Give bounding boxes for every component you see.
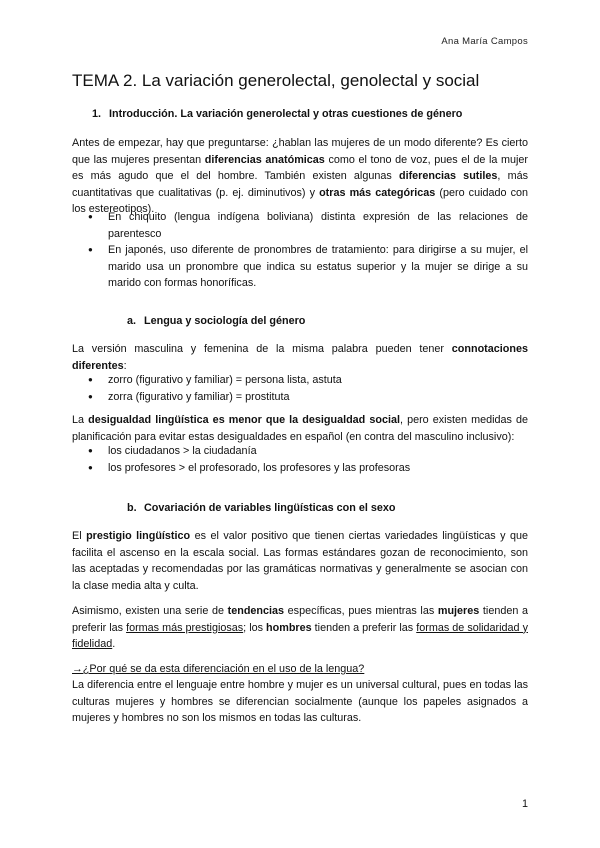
b2-bold-3: hombres (266, 621, 312, 634)
b2-underline-2: formas de solidaridad y fidelidad (72, 621, 528, 651)
section-b-paragraph-2 (72, 603, 528, 653)
section-a-number: a. (127, 315, 137, 327)
section-a-heading (127, 315, 305, 327)
section-b-question: →¿Por qué se da esta diferenciación en el uso de la lengua? (72, 663, 365, 675)
section-1-number: 1. (92, 108, 102, 120)
page-title: TEMA 2. La variación generolectal, genolectal y social (72, 71, 480, 90)
b2-bold-1: tendencias (227, 605, 285, 617)
list-item: ● los ciudadanos > la ciudadanía (72, 443, 528, 460)
b1-text-2: es el valor positivo que tienen ciertas variedades lingüísticas y que facilita el ascenso en la escala social. Las formas estándares gozan de reconocimiento, son las aceptadas y recomendadas por las gramáticas normativas y generalmente se asocian con la clase media alta y culta. (72, 530, 528, 592)
b1-text-1: El (72, 530, 87, 542)
b2-text-5: tienden a preferir las (311, 621, 417, 634)
a-text-2: : (123, 359, 127, 372)
b2-text-2: específicas, pues mientras las (284, 605, 438, 617)
b2-text-3: tienden a preferir las (72, 605, 528, 634)
list-item: ● zorra (figurativo y familiar) = prostituta (72, 389, 528, 406)
section-b-number: b. (127, 502, 137, 514)
b2-text-1: Asimismo, existen una serie de (72, 605, 228, 617)
a2-text-1: La (72, 414, 89, 426)
a2-text-2: , pero existen medidas de planificación para evitar estas desigualdades en español (en contra del masculino inclusivo): (72, 414, 529, 443)
section-b-paragraph-3: La diferencia entre el lenguaje entre hombre y mujer es un universal cultural, pues en todas las culturas mujeres y hombres se diferencian socialmente (aunque los papeles asignados a mujeres y hombres no son los mismos en todas las culturas. (72, 679, 528, 725)
intro-text-3: , más cuantitativas que cualitativas (p. ej. diminutivos) y (72, 170, 528, 199)
intro-paragraph (72, 135, 528, 218)
list-item: ● En chiquito (lengua indígena boliviana) distinta expresión de las relaciones de parentesco (72, 209, 528, 242)
list-item: ● los profesores > el profesorado, los profesores y las profesoras (72, 460, 528, 477)
section-a-paragraph-1 (72, 341, 528, 374)
section-a-bullet-list-1 (72, 372, 528, 405)
section-1-title: Introducción. La variación generolectal y otras cuestiones de género (109, 108, 463, 120)
intro-text-2: como el tono de voz, pues el de la mujer es más agudo que el del hombre. También existen algunas (72, 153, 528, 183)
section-b-heading (127, 502, 395, 514)
intro-bold-3: otras más categóricas (319, 186, 436, 199)
b1-bold-1: prestigio lingüístico (86, 530, 191, 542)
page-header-author: Ana María Campos (441, 36, 528, 47)
list-item: ● zorro (figurativo y familiar) = persona lista, astuta (72, 372, 528, 389)
intro-text-4: (pero cuidado con los estereotipos). (72, 186, 528, 216)
a-text-1: La versión masculina y femenina de la misma palabra pueden tener (72, 343, 452, 355)
a2-bold-1: desigualdad lingüística es menor que la desigualdad social (88, 414, 400, 426)
list-item: ● En japonés, uso diferente de pronombres de tratamiento: para dirigirse a su mujer, el marido usa un pronombre que indica su estatus superior y la mujer se dirige a su marido con formas honoríficas. (72, 242, 528, 292)
b2-bold-2: mujeres (437, 605, 480, 617)
a-bold-1: connotaciones diferentes (72, 343, 528, 372)
section-b-title: Covariación de variables lingüísticas con el sexo (144, 502, 396, 514)
section-a-paragraph-2 (72, 412, 528, 445)
b2-text-4: ; los (243, 621, 267, 634)
section-a-title: Lengua y sociología del género (144, 315, 306, 327)
section-1-heading (92, 108, 462, 120)
b2-text-6: . (112, 638, 116, 651)
intro-bullet-list (72, 209, 528, 292)
intro-bold-2: diferencias sutiles (398, 170, 498, 183)
b2-underline-1: formas más prestigiosas (126, 621, 244, 634)
intro-text-1: Antes de empezar, hay que preguntarse: ¿hablan las mujeres de un modo diferente? Es cierto que las mujeres presentan (72, 137, 528, 166)
page-number: 1 (521, 798, 528, 810)
section-a-bullet-list-2 (72, 443, 528, 476)
intro-bold-1: diferencias anatómicas (204, 153, 325, 166)
section-b-paragraph-1 (72, 528, 528, 594)
